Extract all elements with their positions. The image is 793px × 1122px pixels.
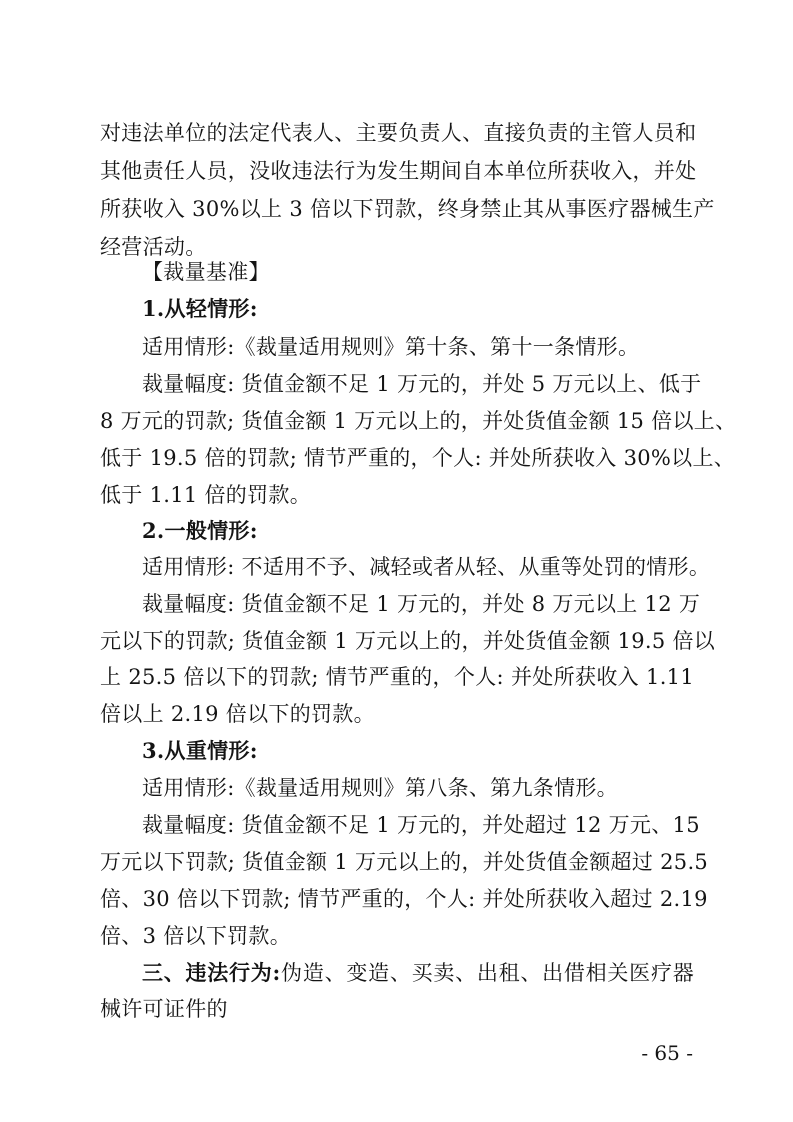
- section-three-line-1: [142, 956, 694, 990]
- general-heading: 2.一般情形:: [142, 518, 258, 543]
- heavy-heading: 3.从重情形:: [142, 738, 258, 763]
- intro-line-1: 对违法单位的法定代表人、主要负责人、直接负责的主管人员和: [100, 121, 697, 145]
- section-three-heading: 三、违法行为:: [142, 960, 281, 985]
- intro-line-3: 所获收入 30%以上 3 倍以下罚款，终身禁止其从事医疗器械生产: [100, 197, 715, 221]
- general-range-line-4: 倍以上 2.19 倍以下的罚款。: [100, 702, 375, 726]
- page-number: - 65 -: [641, 1041, 693, 1065]
- light-range-line-1: 裁量幅度: 货值金额不足 1 万元的，并处 5 万元以上、低于: [142, 372, 702, 396]
- general-range-line-3: 上 25.5 倍以下的罚款; 情节严重的，个人: 并处所获收入 1.11: [100, 665, 694, 689]
- intro-line-4: 经营活动。: [100, 235, 207, 259]
- light-range-line-3: 低于 19.5 倍的罚款; 情节严重的，个人: 并处所获收入 30%以上、: [100, 446, 736, 470]
- heavy-range-line-4: 倍、3 倍以下罚款。: [100, 924, 292, 948]
- light-range-line-4: 低于 1.11 倍的罚款。: [100, 483, 312, 507]
- intro-line-2: 其他责任人员，没收违法行为发生期间自本单位所获收入，并处: [100, 159, 697, 183]
- section-three-text: 伪造、变造、买卖、出租、出借相关医疗器: [280, 961, 694, 985]
- criteria-heading: 【裁量基准】: [142, 260, 270, 284]
- general-range-line-2: 元以下的罚款; 货值金额 1 万元以上的，并处货值金额 19.5 倍以: [100, 629, 716, 653]
- heavy-range-line-3: 倍、30 倍以下罚款; 情节严重的，个人: 并处所获收入超过 2.19: [100, 887, 708, 911]
- heavy-range-line-2: 万元以下罚款; 货值金额 1 万元以上的，并处货值金额超过 25.5: [100, 850, 709, 874]
- general-range-line-1: 裁量幅度: 货值金额不足 1 万元的，并处 8 万元以上 12 万: [142, 592, 701, 616]
- heavy-applicable: 适用情形:《裁量适用规则》第八条、第九条情形。: [142, 776, 618, 800]
- heavy-range-line-1: 裁量幅度: 货值金额不足 1 万元的，并处超过 12 万元、15: [142, 813, 700, 837]
- light-range-line-2: 8 万元的罚款; 货值金额 1 万元以上的，并处货值金额 15 倍以上、: [100, 409, 737, 433]
- general-applicable: 适用情形: 不适用不予、减轻或者从轻、从重等处罚的情形。: [142, 555, 711, 579]
- light-applicable: 适用情形:《裁量适用规则》第十条、第十一条情形。: [142, 335, 640, 359]
- section-three-line-2: 械许可证件的: [100, 997, 228, 1021]
- light-heading: 1.从轻情形:: [142, 296, 258, 321]
